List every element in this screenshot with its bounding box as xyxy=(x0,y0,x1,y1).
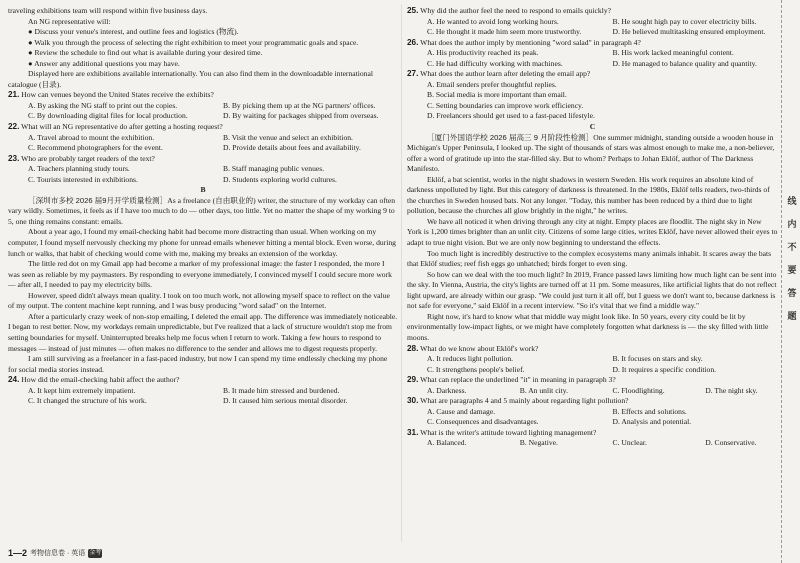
answer-option: A. Cause and damage. xyxy=(427,406,496,416)
footer-label: 考物信息卷 · 英语 xyxy=(30,550,86,557)
paragraph: An NG representative will: xyxy=(28,16,111,26)
paragraph: After a particularly crazy week of non-stop emailing, I deleted the email app. The difference was immediately noticeable. I began to rest better. Now, my workdays remain unpredictable, but I've realized that a lack of structure wouldn't stop me from setting boundaries for myself. Uninterrupted breaks help me focus when I return to work. Taking a few hours to respond to messages — instead of just minutes — often makes no difference to the sender and allows me to digest requests properly. xyxy=(8,311,398,353)
binding-char: 要 xyxy=(787,265,797,275)
option-row xyxy=(407,386,778,397)
option-row xyxy=(8,133,398,144)
paragraph: About a year ago, I found my email-checking habit had become more distracting than usual. When working on my computer, I found myself nervously checking my phone for unread emails whenever hitting a mental block. Even worse, during lunch or walks, that habit of checking would come with me, making my breaks an extension of the workday. xyxy=(8,227,396,258)
option-row xyxy=(407,354,778,365)
paragraph: Eklöf, a bat scientist, works in the night shadows in western Sweden. His work requires an absolute kind of darkness unpolluted by light. But this category of darkness is threatened. In the 1980s, Eklöf tells readers, two-thirds of the churches in Sweden housed bats. Not any longer. "Today, this number has been reduced by a third due to light pollution, because the churches all glow brightly in the night," he writes. xyxy=(407,174,770,216)
question xyxy=(407,69,778,80)
paragraph: Displayed here are exhibitions available internationally. You can also find them in the downloadable international catalogue (目录). xyxy=(8,69,373,89)
question-text: Who are probably target readers of the text? xyxy=(21,153,155,163)
question xyxy=(407,38,778,49)
answer-option: B. Staff managing public venues. xyxy=(223,164,325,174)
option-row xyxy=(407,48,778,59)
binding-notice xyxy=(785,190,799,328)
question xyxy=(8,90,398,101)
answer-option: C. Unclear. xyxy=(612,438,647,448)
answer-option: B. It focuses on stars and sky. xyxy=(612,354,703,364)
answer-option: C. Recommend photographers for the event. xyxy=(28,143,163,153)
paragraph: A. Email senders prefer thoughtful replies. xyxy=(427,79,557,89)
left-column xyxy=(8,6,398,407)
question-text: What is the writer's attitude toward lighting management? xyxy=(420,427,597,437)
page-number: 1—2 xyxy=(8,548,28,558)
binding-char: 不 xyxy=(787,242,797,252)
question-text: What will an NG representative do after getting a hosting request? xyxy=(21,122,223,132)
section-letter: B xyxy=(200,185,206,195)
answer-option: A. His productivity reached its peak. xyxy=(427,48,539,58)
answer-option: A. By asking the NG staff to print out the copies. xyxy=(28,100,178,110)
question-number: 24. xyxy=(8,375,20,385)
question-number: 30. xyxy=(407,396,419,406)
answer-option: A. He wanted to avoid long working hours. xyxy=(427,16,559,26)
answer-option: C. It changed the structure of his work. xyxy=(28,396,147,406)
question-text: What are paragraphs 4 and 5 mainly about regarding light pollution? xyxy=(420,396,629,406)
passage-source: ［厦门外国语学校 2026 届高三 9 月阶段性检测］ xyxy=(427,132,594,142)
answer-option: D. The night sky. xyxy=(705,385,758,395)
question xyxy=(407,344,778,355)
question-text: What do we know about Eklöf's work? xyxy=(420,343,539,353)
option-row xyxy=(407,417,778,428)
question-number: 25. xyxy=(407,6,419,15)
answer-option: C. He had difficulty working with machines. xyxy=(427,58,563,68)
question-number: 27. xyxy=(407,69,419,79)
question-text: What can replace the underlined "it" in meaning in paragraph 3? xyxy=(420,375,616,385)
answer-option: A. Darkness. xyxy=(427,385,467,395)
question-number: 29. xyxy=(407,375,419,385)
paragraph: I am still surviving as a freelancer in a fast-paced industry, but now I can spend my time endlessly checking my phone for social media stories instead. xyxy=(8,354,388,374)
answer-option: B. Negative. xyxy=(519,438,558,448)
question-text: Why did the author feel the need to respond to emails quickly? xyxy=(420,6,611,15)
paragraph xyxy=(407,133,778,175)
answer-option: B. It made him stressed and burdened. xyxy=(223,385,340,395)
answer-option: B. He sought high pay to cover electricity bills. xyxy=(612,16,757,26)
answer-option: D. Analysis and potential. xyxy=(612,417,692,427)
answer-option: A. Teachers planning study tours. xyxy=(28,164,130,174)
question-number: 26. xyxy=(407,37,419,47)
paragraph: However, speed didn't always mean quality. I took on too much work, not allowing myself space to reflect on the value of my output. The content machine kept running, and I was busy producing "word salad" on the Internet. xyxy=(8,290,390,311)
question xyxy=(407,6,778,17)
paragraph: So how can we deal with the too much light? In 2019, France passed laws limiting how much light can be sent into the sky. In Vienna, Austria, the city's lights are turned off at 11 pm. Some measures, like artificial lights that do not reflect light upward, are already within our grasp. "We could just turn it all off, but I guess we don't want to, because darkness is not safe for everyone," said Eklöf in a recent interview. "So it's vital that we find a middle way." xyxy=(407,269,777,311)
paragraph: B. Social media is more important than email. xyxy=(427,90,567,100)
paragraph xyxy=(8,196,398,228)
question xyxy=(8,154,398,165)
question-text: What does the author imply by mentioning "word salad" in paragraph 4? xyxy=(420,37,641,47)
option-row xyxy=(8,164,398,175)
option-row xyxy=(8,386,398,397)
question-text: What does the author learn after deleting the email app? xyxy=(420,69,591,79)
option-row xyxy=(407,365,778,376)
answer-option: D. He managed to balance quality and quantity. xyxy=(612,58,757,68)
paragraph: ● Review the schedule to find out what is available during your desired time. xyxy=(28,48,263,58)
paragraph: D. Freelancers should get used to a fast-paced lifestyle. xyxy=(427,111,595,121)
question xyxy=(8,375,398,386)
paragraph: Too much light is incredibly destructive to the complex ecosystems many animals inhabit. It scares away the bats that Eklöf studies; reef fish eggs go unhatched; birds forget to even sing. xyxy=(407,248,772,269)
right-column xyxy=(407,6,778,449)
binding-char: 答 xyxy=(787,288,797,298)
answer-option: D. He believed multitasking ensured employment. xyxy=(612,27,766,37)
answer-option: B. By picking them up at the NG partners' offices. xyxy=(223,100,376,110)
page-footer xyxy=(8,548,102,558)
question-text: How can venues beyond the United States receive the exhibits? xyxy=(21,90,214,100)
passage-text: As a freelance (自由职业的) writer, the structure of my workday can often vary wildly. Sometimes, it feels as if I have too much to do — other days, too little. Yet no matter the shape of my working 9 to 5, one thing remains constant: emails. xyxy=(8,195,396,226)
option-row xyxy=(407,438,778,449)
option-row xyxy=(8,175,398,186)
option-row xyxy=(407,27,778,38)
answer-option: D. Students exploring world cultures. xyxy=(223,174,337,184)
paragraph: ● Discuss your venue's interest, and outline fees and logistics (物流). xyxy=(28,27,239,37)
binding-margin xyxy=(781,0,800,563)
publisher-logo: 金考 xyxy=(89,549,102,556)
paragraph: ● Walk you through the process of selecting the right exhibition to meet your programmatic goals and space. xyxy=(28,37,359,47)
answer-option: A. Travel abroad to mount the exhibition. xyxy=(28,132,155,142)
question-number: 21. xyxy=(8,90,20,100)
answer-option: C. By downloading digital files for local production. xyxy=(28,111,188,121)
question-number: 31. xyxy=(407,427,419,437)
question-number: 22. xyxy=(8,122,20,132)
option-row xyxy=(8,101,398,112)
binding-char: 线 xyxy=(787,196,797,206)
answer-option: B. An unlit city. xyxy=(519,385,568,395)
answer-option: D. By waiting for packages shipped from overseas. xyxy=(223,111,379,121)
question-number: 23. xyxy=(8,153,20,163)
answer-option: D. It requires a specific condition. xyxy=(612,364,717,374)
paragraph: The little red dot on my Gmail app had become a marker of my professional image: the faster I responded, the more I was seen as reliable by my paymasters. By responding to everyone immediately, I convinced myself I could secure more work — after all, I needed to pay my electricity bills. xyxy=(8,259,392,290)
option-row xyxy=(407,17,778,28)
question xyxy=(407,428,778,439)
answer-option: B. Visit the venue and select an exhibition. xyxy=(223,132,353,142)
paragraph: Right now, it's hard to know what that middle way might look like. In 50 years, every city could be lit by environmentally low-impact lights, or we might have completely forgotten what darkness is — the sky filled with little moons. xyxy=(407,311,769,342)
passage-text: One summer midnight, standing outside a wooden house in Michigan's Upper Peninsula, I looked up. The sight of thousands of stars was almost enough to make me, a non-believer, offer a word of gratitude up into the star-filled sky. But to whom? Perhaps to Johan Eklöf, author of The Darkness Manifesto. xyxy=(407,132,775,174)
paragraph: We have all noticed it when driving through any city at night. Empty places are floodlit. The night sky in New York is 1,200 times brighter than an unlit city. Citizens of some large cities, writes Eklöf, have never allowed their eyes to adapt to true night vision. But we are only now beginning to understand the effects. xyxy=(407,216,778,248)
answer-option: C. He thought it made him seem more trustworthy. xyxy=(427,27,582,37)
option-row xyxy=(8,143,398,154)
answer-option: B. His work lacked meaningful content. xyxy=(612,48,734,58)
option-row xyxy=(407,59,778,70)
answer-option: C. Floodlighting. xyxy=(612,385,665,395)
answer-option: C. Tourists interested in exhibitions. xyxy=(28,174,138,184)
question xyxy=(407,375,778,386)
column-divider xyxy=(401,4,402,542)
answer-option: C. Consequences and disadvantages. xyxy=(427,417,539,427)
answer-option: D. It caused him serious mental disorder. xyxy=(223,396,348,406)
option-row xyxy=(8,396,398,407)
passage-source: ［深圳市多校 2026 届9月开学质量检测］ xyxy=(28,195,168,205)
answer-option: A. It kept him extremely impatient. xyxy=(28,385,136,395)
question xyxy=(407,396,778,407)
answer-option: D. Conservative. xyxy=(705,438,757,448)
answer-option: A. It reduces light pollution. xyxy=(427,354,514,364)
option-row xyxy=(8,111,398,122)
answer-option: D. Provide details about fees and availability. xyxy=(223,143,361,153)
paragraph: ● Answer any additional questions you may have. xyxy=(28,58,180,68)
answer-option: B. Effects and solutions. xyxy=(612,406,687,416)
section-letter: C xyxy=(589,122,596,132)
answer-option: C. It strengthens people's belief. xyxy=(427,364,525,374)
question-number: 28. xyxy=(407,343,419,353)
binding-char: 题 xyxy=(787,311,797,321)
question xyxy=(8,122,398,133)
binding-char: 内 xyxy=(787,219,797,229)
paragraph: C. Setting boundaries can improve work efficiency. xyxy=(427,100,584,110)
question-text: How did the email-checking habit affect the author? xyxy=(21,375,180,385)
option-row xyxy=(407,407,778,418)
paragraph: traveling exhibitions team will respond within five business days. xyxy=(8,6,208,15)
answer-option: A. Balanced. xyxy=(427,438,467,448)
